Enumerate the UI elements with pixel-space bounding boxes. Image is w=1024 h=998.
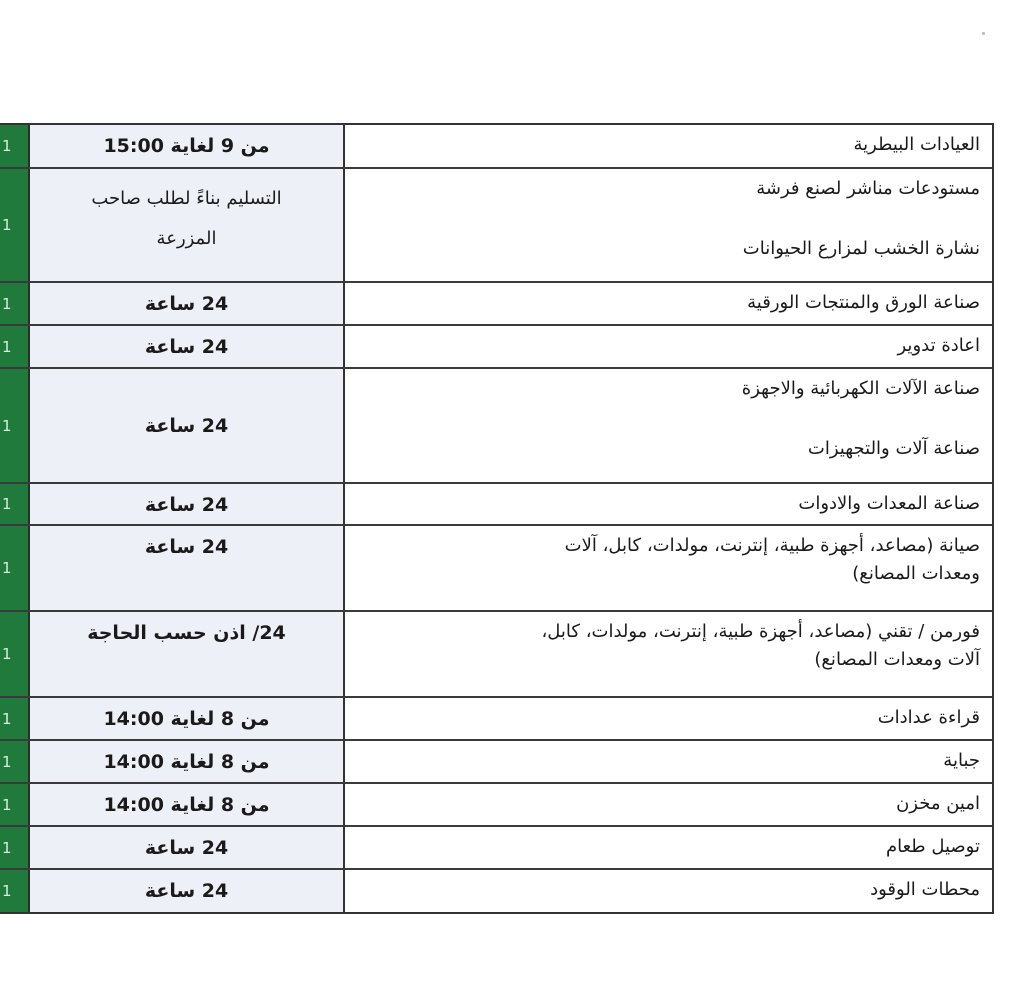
- activity-text: آلات ومعدات المصانع): [814, 649, 980, 670]
- activity-cell: [345, 827, 992, 868]
- working-hours-text: 24 ساعة: [144, 536, 229, 558]
- table-row: [0, 125, 992, 169]
- activity-text: صناعة الورق والمنتجات الورقية: [747, 292, 980, 313]
- working-hours-cell: [30, 169, 345, 281]
- row-index-cell: 1: [0, 612, 30, 696]
- working-hours-text: من 8 لغاية 14:00: [103, 751, 270, 773]
- working-hours-cell: [30, 870, 345, 912]
- activity-text: امين مخزن: [896, 793, 980, 814]
- table-row: [0, 326, 992, 369]
- table-row: [0, 784, 992, 827]
- working-hours-cell: [30, 741, 345, 782]
- table-row: [0, 283, 992, 326]
- row-index-cell: 1: [0, 169, 30, 281]
- activity-cell: [345, 484, 992, 524]
- activity-text: محطات الوقود: [870, 879, 980, 900]
- working-hours-text: المزرعة: [156, 228, 217, 249]
- table-row: [0, 741, 992, 784]
- working-hours-cell: [30, 698, 345, 739]
- working-hours-cell: [30, 283, 345, 324]
- activity-text: مستودعات مناشر لصنع فرشة: [756, 178, 980, 199]
- working-hours-text: من 9 لغاية 15:00: [103, 135, 270, 157]
- working-hours-cell: [30, 526, 345, 610]
- activity-text: اعادة تدوير: [897, 335, 980, 356]
- table-row: [0, 698, 992, 741]
- table-row: [0, 827, 992, 870]
- working-hours-cell: [30, 612, 345, 696]
- working-hours-text: 24 ساعة: [144, 880, 229, 902]
- table-row: [0, 169, 992, 283]
- activity-text: صيانة (مصاعد، أجهزة طبية، إنترنت، مولدات، كابل، آلات: [564, 535, 980, 556]
- activity-cell: [345, 369, 992, 482]
- working-hours-text: 24 ساعة: [144, 336, 229, 358]
- activity-text: قراءة عدادات: [877, 707, 980, 728]
- row-index-cell: 1: [0, 369, 30, 482]
- table-row: [0, 526, 992, 612]
- table-row: [0, 612, 992, 698]
- scan-speck: [982, 32, 985, 35]
- activity-cell: [345, 526, 992, 610]
- working-hours-text: 24/ اذن حسب الحاجة: [87, 622, 286, 644]
- row-index-cell: 1: [0, 827, 30, 868]
- activity-cell: [345, 870, 992, 912]
- activity-cell: [345, 741, 992, 782]
- working-hours-cell: [30, 784, 345, 825]
- working-hours-table: [0, 123, 994, 914]
- row-index-cell: 1: [0, 484, 30, 524]
- working-hours-cell: [30, 125, 345, 167]
- activity-cell: [345, 698, 992, 739]
- row-index-cell: 1: [0, 870, 30, 912]
- activity-text: صناعة المعدات والادوات: [798, 493, 980, 514]
- activity-cell: [345, 169, 992, 281]
- working-hours-cell: [30, 326, 345, 367]
- activity-text: جباية: [943, 750, 980, 771]
- activity-text: نشارة الخشب لمزارع الحيوانات: [742, 238, 980, 259]
- working-hours-text: التسليم بناءً لطلب صاحب: [91, 188, 282, 209]
- working-hours-text: من 8 لغاية 14:00: [103, 794, 270, 816]
- activity-text: فورمن / تقني (مصاعد، أجهزة طبية، إنترنت، مولدات، كابل،: [541, 621, 980, 642]
- row-index-cell: 1: [0, 283, 30, 324]
- row-index-cell: 1: [0, 784, 30, 825]
- activity-text: صناعة الآلات الكهربائية والاجهزة: [741, 378, 980, 399]
- working-hours-text: من 8 لغاية 14:00: [103, 708, 270, 730]
- table-row: [0, 870, 992, 912]
- row-index-cell: 1: [0, 526, 30, 610]
- activity-cell: [345, 784, 992, 825]
- table-row: [0, 484, 992, 526]
- table-row: [0, 369, 992, 484]
- working-hours-cell: [30, 369, 345, 482]
- activity-cell: [345, 283, 992, 324]
- row-index-cell: 1: [0, 698, 30, 739]
- row-index-cell: 1: [0, 326, 30, 367]
- activity-text: ومعدات المصانع): [852, 563, 980, 584]
- activity-text: العيادات البيطرية: [853, 134, 980, 155]
- activity-cell: [345, 326, 992, 367]
- working-hours-cell: [30, 484, 345, 524]
- working-hours-text: 24 ساعة: [144, 293, 229, 315]
- row-index-cell: 1: [0, 125, 30, 167]
- row-index-cell: 1: [0, 741, 30, 782]
- working-hours-cell: [30, 827, 345, 868]
- working-hours-text: 24 ساعة: [144, 837, 229, 859]
- activity-text: توصيل طعام: [885, 836, 980, 857]
- activity-text: صناعة آلات والتجهيزات: [807, 438, 980, 459]
- activity-cell: [345, 612, 992, 696]
- working-hours-text: 24 ساعة: [144, 494, 229, 516]
- activity-cell: [345, 125, 992, 167]
- working-hours-text: 24 ساعة: [144, 414, 229, 437]
